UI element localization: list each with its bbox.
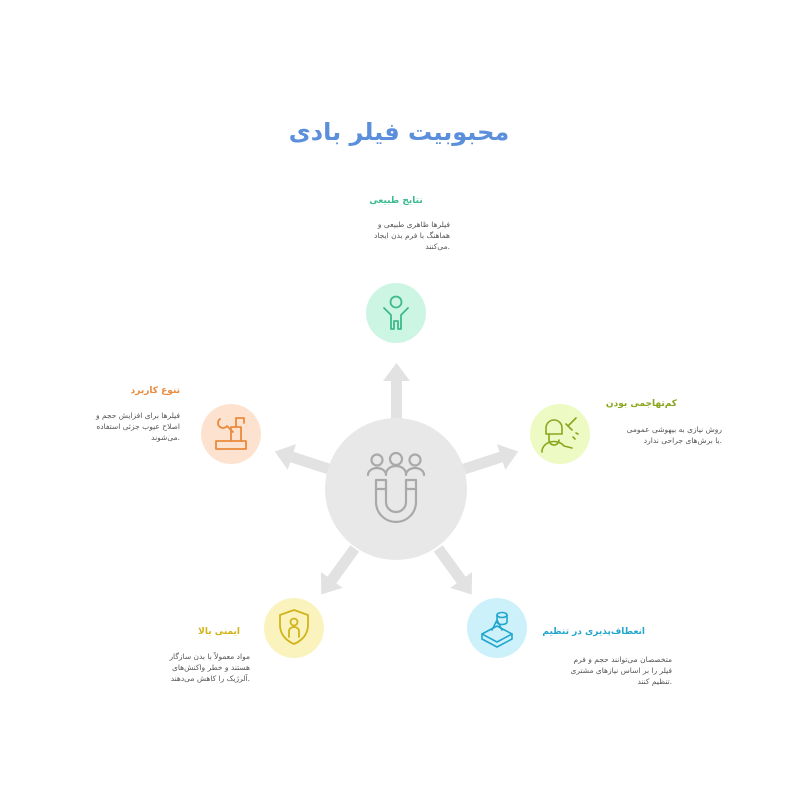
item-circle-safety — [264, 598, 324, 658]
item-heading-versatility: تنوع کاربرد — [130, 386, 180, 396]
item-description-adjustability — [530, 654, 672, 687]
item-description-minimally-invasive — [590, 424, 722, 446]
arrow-top — [383, 363, 410, 420]
item-heading-minimally-invasive: کم‌تهاجمی بودن — [605, 399, 677, 409]
description-line: .یا برش‌های جراحی ندارد — [643, 436, 722, 445]
item-circle-natural-results — [366, 283, 426, 343]
description-line: .آلرژیک را کاهش می‌دهند — [170, 674, 250, 683]
description-line: هماهنگ با فرم بدن ایجاد — [374, 231, 450, 240]
arrow-top-left — [271, 439, 334, 482]
arrow-bottom-right — [427, 541, 482, 603]
description-line: مواد معمولاً با بدن سازگار — [169, 652, 250, 661]
description-line: اصلاح عیوب جزئی استفاده — [96, 422, 180, 431]
description-line: .می‌کنند — [425, 242, 450, 251]
arrow-bottom-left — [310, 541, 365, 603]
item-description-natural-results — [320, 219, 450, 252]
description-line: فیلرها ظاهری طبیعی و — [377, 220, 450, 229]
description-line: .می‌شوند — [151, 433, 180, 442]
hub-circle — [325, 418, 467, 560]
diagram-title: محبوبیت فیلر بادی — [288, 118, 510, 146]
description-line: فیلرها برای افزایش حجم و — [95, 411, 180, 420]
item-heading-adjustability: انعطاف‌پذیری در تنظیم — [542, 627, 645, 637]
description-line: هستند و خطر واکنش‌های — [171, 663, 250, 672]
item-description-safety — [120, 651, 250, 684]
description-line: فیلر را بر اساس نیازهای مشتری — [570, 666, 672, 675]
description-line: متخصصان می‌توانند حجم و فرم — [573, 655, 672, 664]
item-heading-safety: ایمنی بالا — [198, 627, 240, 637]
item-heading-natural-results: نتایج طبیعی — [369, 196, 423, 206]
description-line: .تنظیم کنند — [637, 677, 672, 686]
arrow-top-right — [460, 439, 523, 482]
item-circle-adjustability — [467, 598, 527, 658]
description-line: روش نیازی به بیهوشی عمومی — [626, 425, 722, 434]
item-description-versatility — [60, 410, 180, 443]
